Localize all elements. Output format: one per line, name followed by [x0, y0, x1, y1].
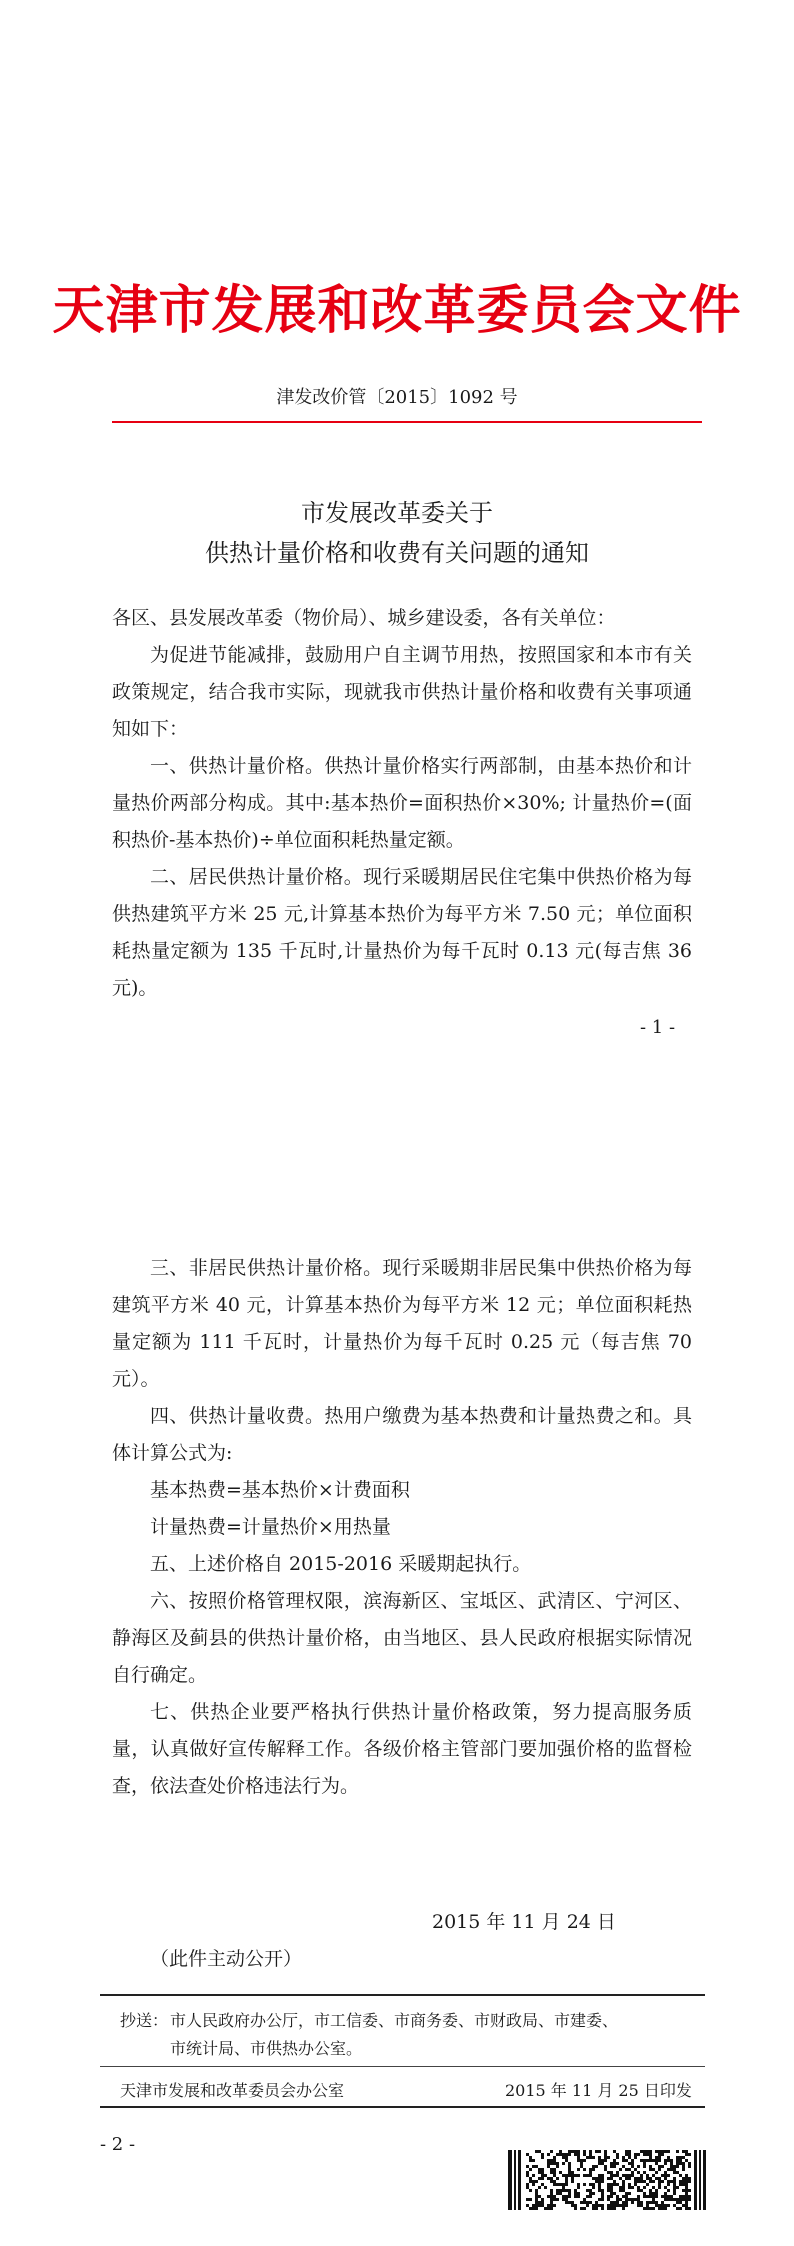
cc-label: 抄送：	[120, 2011, 169, 2030]
page-2-number: - 2 -	[100, 2134, 136, 2155]
item-4-paragraph: 四、供热计量收费。热用户缴费为基本热费和计量热费之和。具体计算公式为:	[112, 1405, 692, 1464]
issuer-bottom-rule	[100, 2106, 705, 2108]
item-7-paragraph: 七、供热企业要严格执行供热计量价格政策，努力提高服务质量，认真做好宣传解释工作。各级价格主管部门要加强价格的监督检查，依法查处价格违法行为。	[112, 1701, 692, 1797]
item-3-paragraph: 三、非居民供热计量价格。现行采暖期非居民集中供热价格为每建筑平方米 40 元，计算基本热价为每平方米 12 元；单位面积耗热量定额为 111 千瓦时，计量热价为每千瓦时 0.25 元（每吉焦 70 元）。	[112, 1257, 692, 1390]
cc-top-rule	[100, 1994, 705, 1996]
formula-metered-fee: 计量热费=计量热价×用热量	[150, 1516, 391, 1538]
cc-bottom-rule	[100, 2066, 705, 2067]
print-date: 2015 年 11 月 25 日印发	[505, 2081, 692, 2100]
notice-title-line2: 供热计量价格和收费有关问题的通知	[205, 539, 589, 567]
document-number: 津发改价管〔2015〕1092 号	[276, 387, 518, 408]
item-2-paragraph: 二、居民供热计量价格。现行采暖期居民住宅集中供热价格为每供热建筑平方米 25 元,计算基本热价为每平方米 7.50 元；单位面积耗热量定额为 135 千瓦时,计量热价为每千瓦时 0.13 元(每吉焦 36 元)。	[112, 866, 692, 999]
header-red-rule	[112, 421, 702, 423]
issue-date: 2015 年 11 月 24 日	[432, 1911, 616, 1933]
document-header-title: 天津市发展和改革委员会文件	[52, 281, 742, 341]
cc-line-1: 市人民政府办公厅，市工信委、市商务委、市财政局、市建委、	[170, 2011, 619, 2030]
item-1-paragraph: 一、供热计量价格。供热计量价格实行两部制，由基本热价和计量热价两部分构成。其中:基本热价=面积热价×30%; 计量热价=(面积热价-基本热价)÷单位面积耗热量定额。	[112, 755, 692, 851]
notice-title-line1: 市发展改革委关于	[301, 499, 493, 527]
cc-line-2: 市统计局、市供热办公室。	[170, 2039, 363, 2058]
issuing-office: 天津市发展和改革委员会办公室	[120, 2081, 345, 2100]
item-6-paragraph: 六、按照价格管理权限，滨海新区、宝坻区、武清区、宁河区、静海区及蓟县的供热计量价格，由当地区、县人民政府根据实际情况自行确定。	[112, 1590, 692, 1686]
formula-basic-fee: 基本热费=基本热价×计费面积	[150, 1479, 410, 1501]
barcode-graphic	[508, 2150, 706, 2210]
item-5-paragraph: 五、上述价格自 2015-2016 采暖期起执行。	[150, 1553, 532, 1575]
disclosure-note: （此件主动公开）	[150, 1948, 303, 1970]
intro-paragraph: 为促进节能减排，鼓励用户自主调节用热，按照国家和本市有关政策规定，结合我市实际，现就我市供热计量价格和收费有关事项通知如下：	[112, 644, 692, 740]
salutation: 各区、县发展改革委（物价局）、城乡建设委，各有关单位：	[112, 607, 616, 629]
page-1-number: - 1 -	[640, 1017, 676, 1038]
